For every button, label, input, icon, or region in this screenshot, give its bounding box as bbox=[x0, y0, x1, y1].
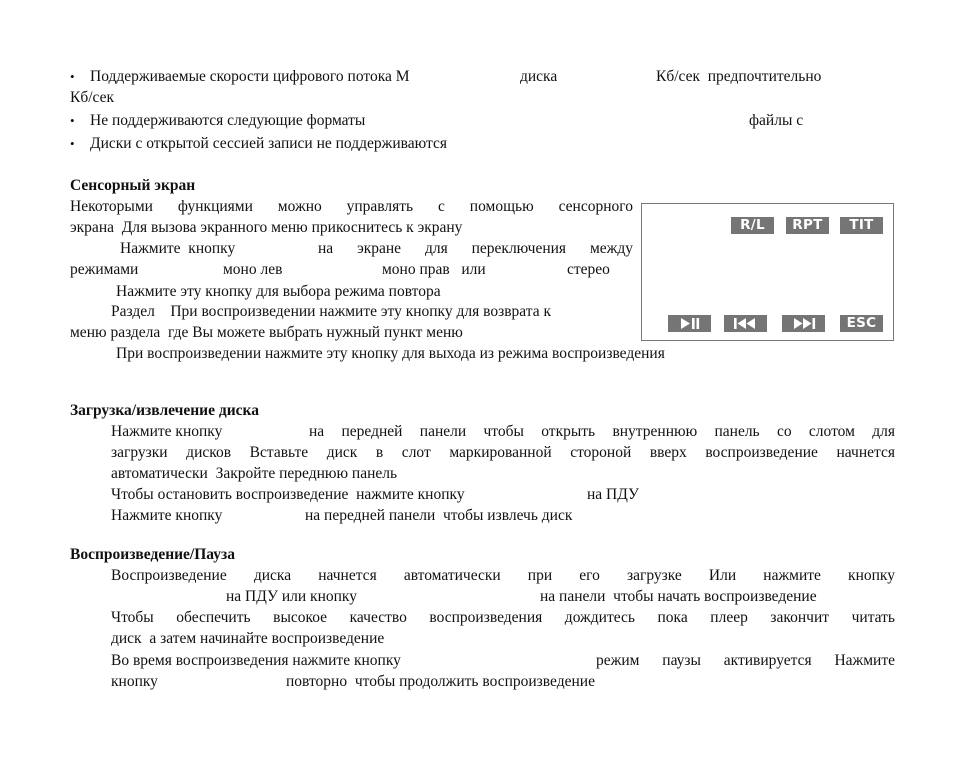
play-then-start: диск а затем начинайте воспроизведение bbox=[111, 630, 385, 647]
load-insert-disc: загрузки дисков Вставьте диск в слот маркированной стороной вверх воспроизведение начнется bbox=[111, 444, 895, 461]
play-remote-or-button: на ПДУ или кнопку bbox=[226, 588, 357, 605]
touch-rl-modes: режимами bbox=[70, 261, 139, 278]
spec-bitrate-disc: диска bbox=[520, 68, 558, 85]
load-eject-text: на передней панели чтобы извлечь диск bbox=[305, 507, 573, 524]
play-pause-button bbox=[668, 315, 711, 332]
play-quality-tip: Чтобы обеспечить высокое качество воспроизведения дождитесь пока плеер закончит читать bbox=[111, 609, 895, 626]
spec-bitrate-unit: Кб/сек bbox=[70, 89, 115, 106]
play-auto-start: Воспроизведение диска начнется автоматически при его загрузке Или нажмите кнопку bbox=[111, 567, 895, 584]
touch-rl-press: Нажмите кнопку bbox=[120, 240, 236, 257]
touch-intro-line2: экрана Для вызова экранного меню прикоснитесь к экрану bbox=[70, 219, 463, 236]
touch-tit-desc-line1: Раздел При воспроизведении нажмите эту кнопку для возврата к bbox=[111, 303, 552, 320]
load-press-button: Нажмите кнопку bbox=[111, 423, 223, 440]
skip-next-icon bbox=[789, 317, 819, 330]
touch-esc-desc: При воспроизведении нажмите эту кнопку для выхода из режима воспроизведения bbox=[116, 345, 665, 362]
touch-rl-switch: на экране для переключения между bbox=[318, 240, 633, 257]
spec-bitrate-preferred: Кб/сек предпочтительно bbox=[656, 68, 822, 85]
previous-button bbox=[724, 315, 767, 332]
touch-rl-mono-left: моно лев bbox=[223, 261, 283, 278]
touch-intro-line1: Некоторыми функциями можно управлять с помощью сенсорного bbox=[70, 198, 633, 215]
play-pause-icon bbox=[677, 317, 703, 330]
bullet-2: • bbox=[70, 113, 75, 128]
touch-rl-mono-right: моно прав или bbox=[382, 261, 486, 278]
play-pause-press: Во время воспроизведения нажмите кнопку bbox=[111, 652, 401, 669]
play-panel-start: на панели чтобы начать воспроизведение bbox=[540, 588, 817, 605]
spec-unsupported-formats: Не поддерживаются следующие форматы bbox=[90, 112, 366, 129]
touch-tit-desc-line2: меню раздела где Вы можете выбрать нужный пункт меню bbox=[70, 324, 463, 341]
bullet-1: • bbox=[70, 69, 75, 84]
load-stop-text: Чтобы остановить воспроизведение нажмите кнопку bbox=[111, 486, 465, 503]
load-heading: Загрузка/извлечение диска bbox=[70, 402, 259, 419]
esc-button: ESC bbox=[840, 315, 883, 332]
play-pause-active: режим паузы активируется Нажмите bbox=[596, 652, 895, 669]
play-button-word: кнопку bbox=[111, 673, 158, 690]
rpt-button: RPT bbox=[786, 217, 829, 234]
spec-bitrate-text: Поддерживаемые скорости цифрового потока М bbox=[90, 68, 410, 85]
load-eject-press: Нажмите кнопку bbox=[111, 507, 223, 524]
play-heading: Воспроизведение/Пауза bbox=[70, 546, 235, 563]
spec-files-with: файлы с bbox=[749, 112, 804, 129]
touch-screen-illustration bbox=[641, 203, 894, 341]
touch-rpt-desc: Нажмите эту кнопку для выбора режима повтора bbox=[116, 283, 441, 300]
spec-open-session: Диски с открытой сессией записи не поддерживаются bbox=[90, 135, 447, 152]
load-stop-remote: на ПДУ bbox=[587, 486, 639, 503]
next-button bbox=[782, 315, 825, 332]
load-open-panel: на передней панели чтобы открыть внутреннюю панель со слотом для bbox=[309, 423, 895, 440]
play-resume: повторно чтобы продолжить воспроизведение bbox=[286, 673, 595, 690]
touch-rl-stereo: стерео bbox=[567, 261, 610, 278]
tit-button: TIT bbox=[840, 217, 883, 234]
touch-heading: Сенсорный экран bbox=[70, 177, 196, 194]
rl-button: R/L bbox=[731, 217, 774, 234]
load-auto-close: автоматически Закройте переднюю панель bbox=[111, 465, 398, 482]
bullet-3: • bbox=[70, 136, 75, 151]
skip-previous-icon bbox=[731, 317, 761, 330]
